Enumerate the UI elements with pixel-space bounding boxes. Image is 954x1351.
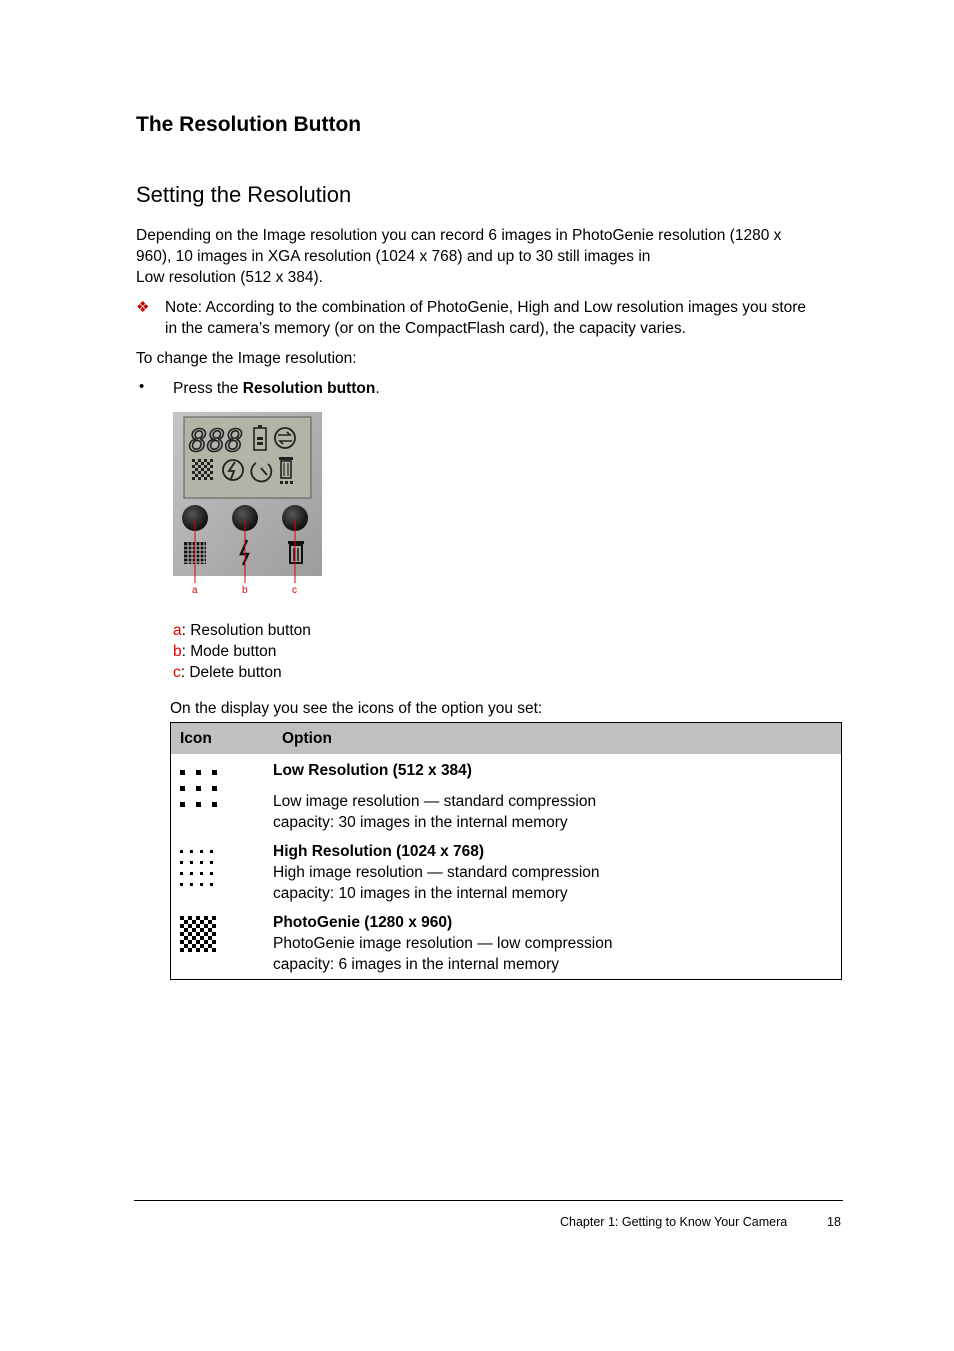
footer-page-number: 18 <box>827 1215 841 1229</box>
subsection-heading: Setting the Resolution <box>136 182 352 207</box>
legend-letter: c <box>173 664 181 681</box>
lcd-digits: 888 <box>189 424 244 459</box>
callout-a: a <box>192 585 198 596</box>
option-title: High Resolution (1024 x 768) <box>273 843 485 860</box>
table-row <box>171 754 842 841</box>
figure-legend <box>173 620 311 683</box>
column-header-option: Option <box>273 723 842 755</box>
table-row <box>171 912 842 980</box>
bullet-icon: • <box>139 378 145 395</box>
table-header-row <box>171 723 842 755</box>
option-capacity: capacity: 6 images in the internal memory <box>273 956 560 973</box>
legend-letter: b <box>173 643 182 660</box>
step-suffix: . <box>375 380 380 397</box>
callout-c: c <box>292 585 297 596</box>
step-bold: Resolution button <box>242 380 376 397</box>
step-text <box>173 378 380 399</box>
low-resolution-icon <box>179 767 219 809</box>
photogenie-icon <box>179 915 219 955</box>
note-paragraph <box>165 297 845 339</box>
table-row <box>171 841 842 912</box>
note-line: in the camera’s memory (or on the CompactFlash card), the capacity varies. <box>165 320 686 337</box>
option-description: PhotoGenie image resolution — low compression <box>273 935 613 952</box>
legend-item-b <box>173 641 311 662</box>
option-description: High image resolution — standard compression <box>273 864 600 881</box>
legend-text: : Mode button <box>181 643 277 660</box>
lcd-resolution-icon <box>192 459 213 480</box>
display-description: On the display you see the icons of the option you set: <box>170 700 543 717</box>
legend-text: : Delete button <box>180 664 282 681</box>
step-prefix: Press the <box>173 380 243 397</box>
intro-line: 960), 10 images in XGA resolution (1024 x 768) and up to 30 still images in <box>136 248 651 265</box>
option-title: Low Resolution (512 x 384) <box>273 762 472 779</box>
option-capacity: capacity: 10 images in the internal memory <box>273 885 568 902</box>
legend-item-a <box>173 620 311 641</box>
camera-panel-figure <box>172 411 324 597</box>
legend-text: : Resolution button <box>181 622 311 639</box>
column-header-icon: Icon <box>171 723 274 755</box>
option-description: Low image resolution — standard compression <box>273 793 597 810</box>
option-capacity: capacity: 30 images in the internal memory <box>273 814 568 831</box>
legend-letter: a <box>173 622 182 639</box>
note-line: Note: According to the combination of PhotoGenie, High and Low resolution images you store <box>165 299 807 316</box>
intro-line: Depending on the Image resolution you can record 6 images in PhotoGenie resolution (1280 x <box>136 227 782 244</box>
option-title: PhotoGenie (1280 x 960) <box>273 914 453 931</box>
intro-paragraph <box>136 225 826 288</box>
options-table <box>170 722 842 980</box>
note-diamond-icon: ❖ <box>136 299 150 316</box>
high-resolution-icon <box>179 849 219 889</box>
intro-line: Low resolution (512 x 384). <box>136 269 323 286</box>
change-instruction: To change the Image resolution: <box>136 350 357 367</box>
footer-chapter: Chapter 1: Getting to Know Your Camera <box>560 1215 788 1229</box>
legend-item-c <box>173 662 311 683</box>
callout-b: b <box>242 585 248 596</box>
footer-divider <box>134 1200 843 1201</box>
section-heading: The Resolution Button <box>136 113 362 136</box>
